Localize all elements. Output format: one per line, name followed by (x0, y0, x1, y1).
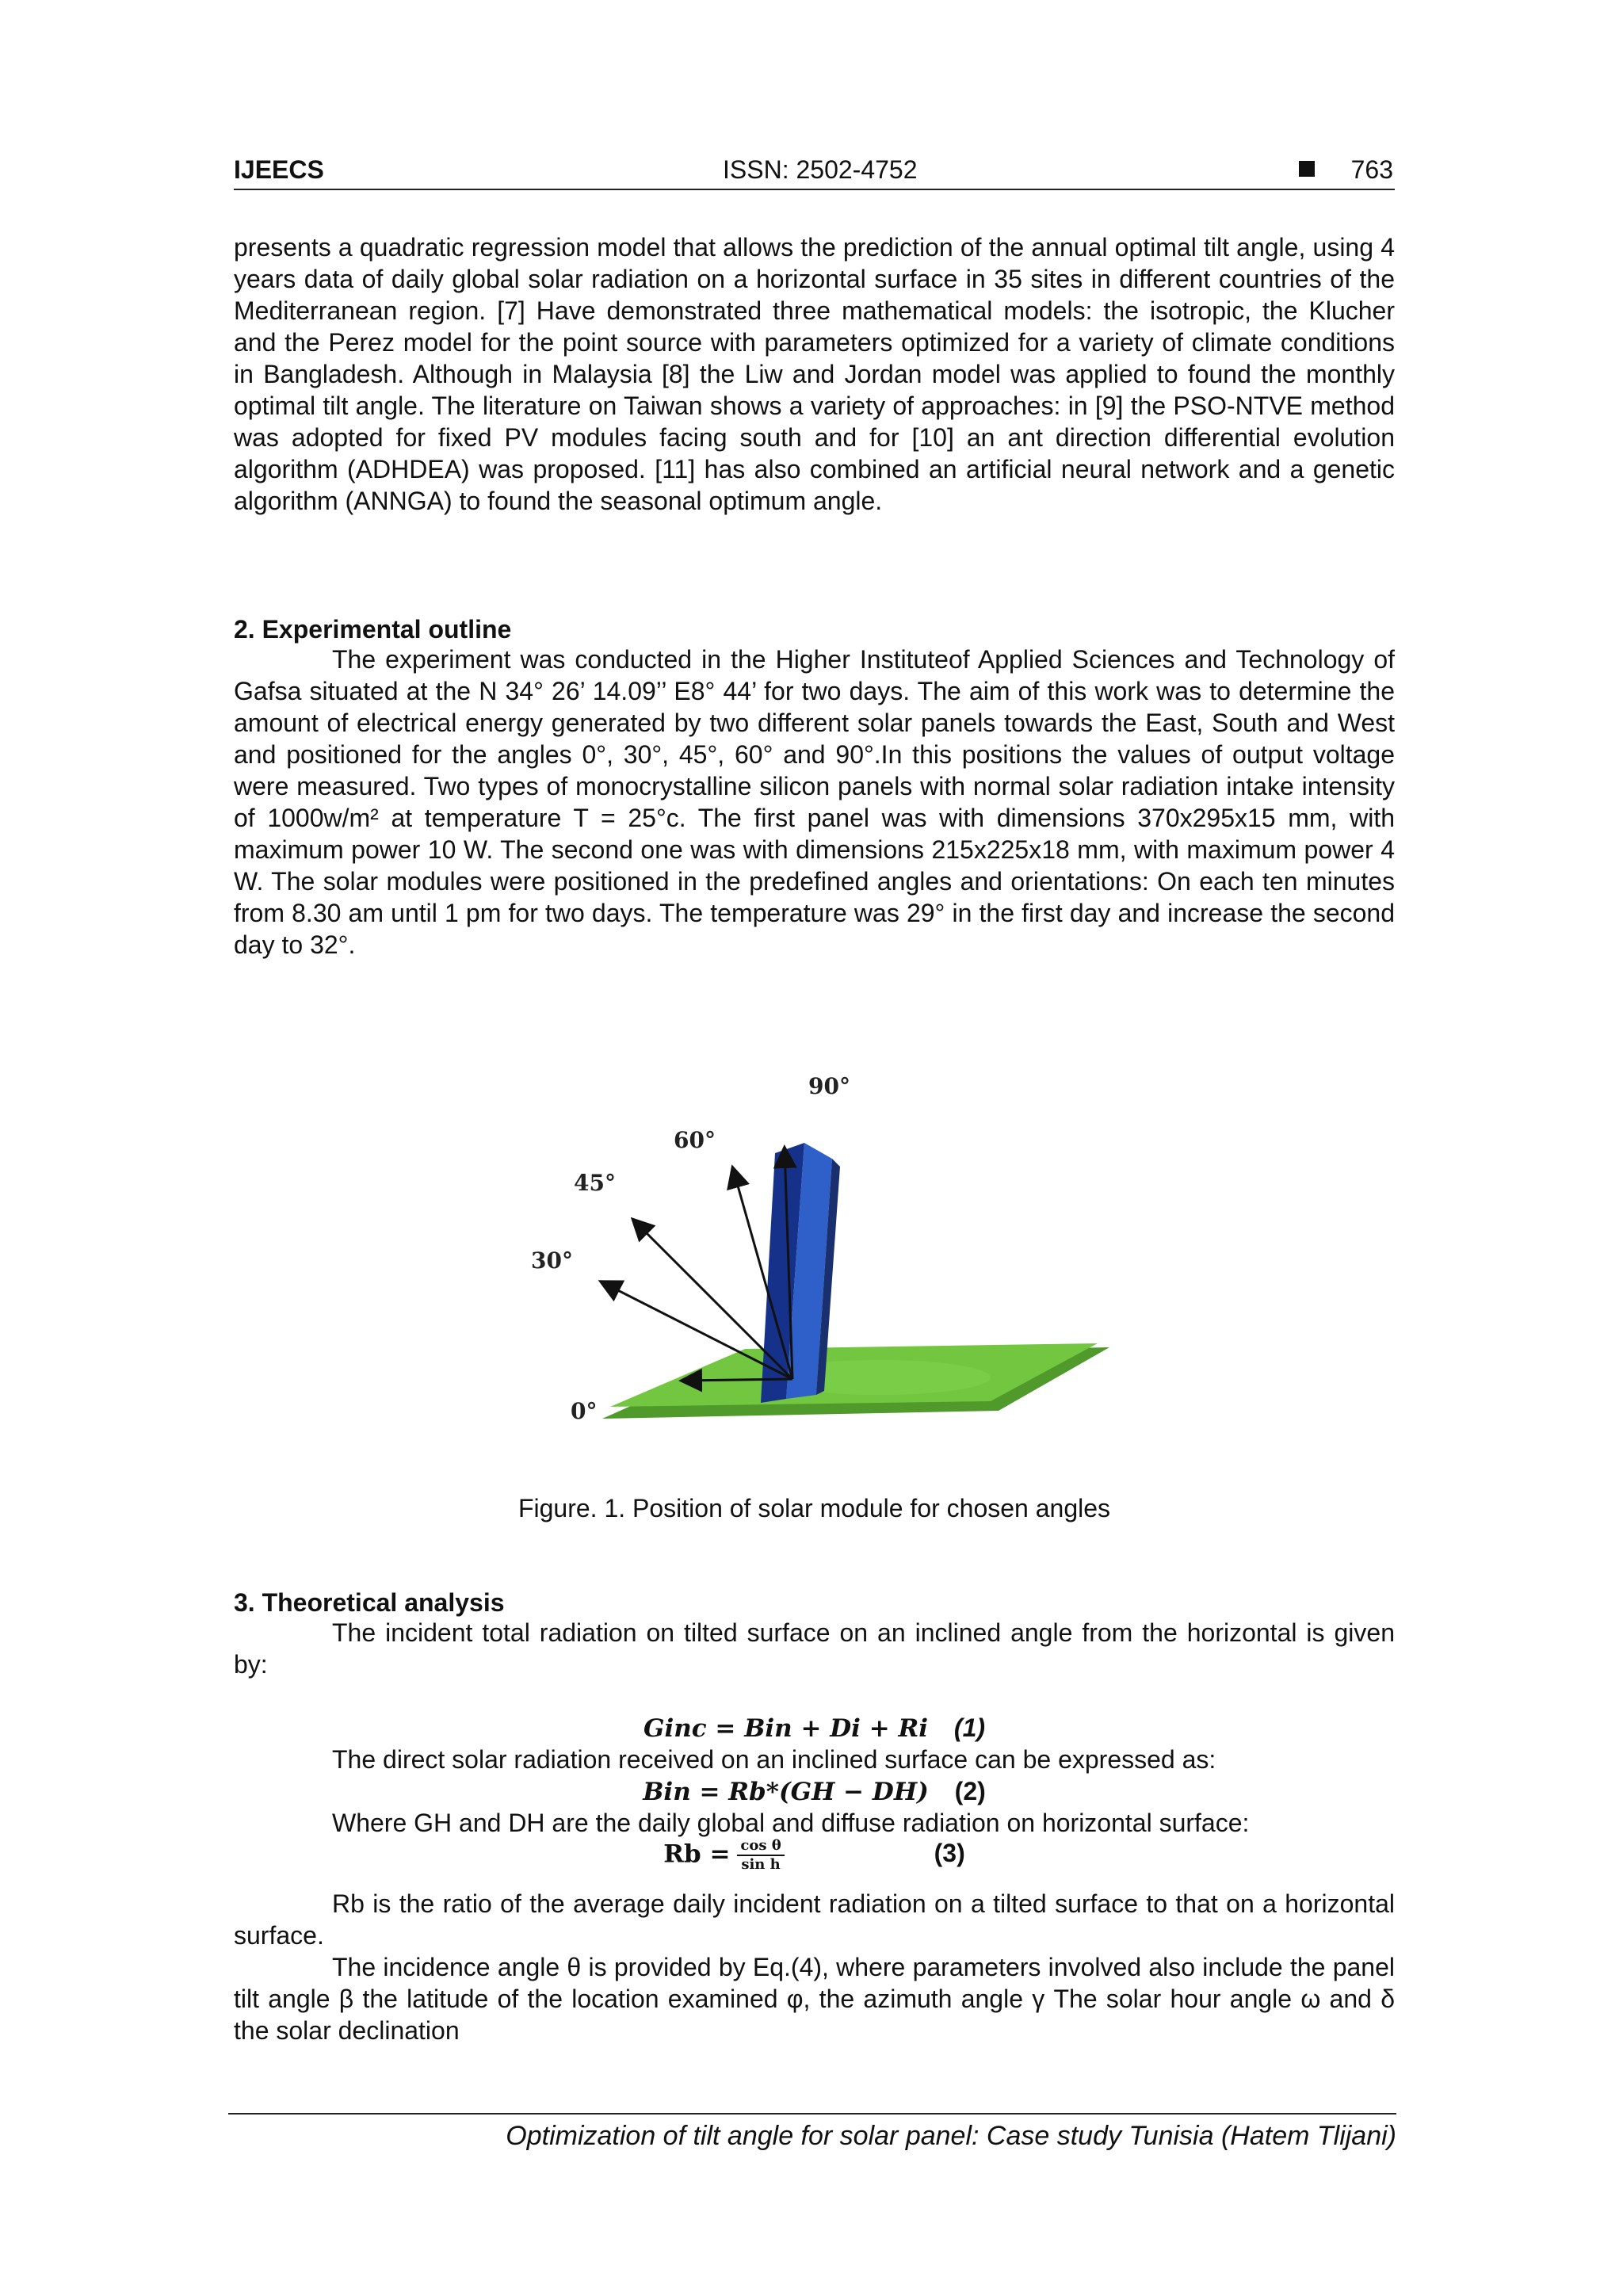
label-45: 45° (574, 1170, 616, 1196)
arrow-30 (602, 1282, 792, 1379)
square-bullet-icon (1299, 161, 1315, 177)
equation-3-denominator: sin h (741, 1856, 781, 1873)
equation-1-number: (1) (953, 1713, 986, 1742)
page-number: 763 (1350, 155, 1393, 184)
intro-paragraph: presents a quadratic regression model that allows the prediction of the annual optimal tilt angle, using 4 years data of daily global solar radiation on a horizontal surface in 35 sites in different countries of the Mediterranean region. [7] Have demonstrated three mathematical models: the isotropic, the Klucher and the Perez model for the point source with parameters optimized for a variety of climate conditions in Bangladesh. Although in Malaysia [8] the Liw and Jordan model was applied to found the monthly optimal tilt angle. The literature on Taiwan shows a variety of approaches: in [9] the PSO-NTVE method was adopted for fixed PV modules facing south and for [10] an ant direction differential evolution algorithm (ADHDEA) was proposed. [11] has also combined an artificial neural network and a genetic algorithm (ANNGA) to found the seasonal optimum angle. (234, 233, 1395, 515)
equation-2 (234, 1775, 1395, 1808)
section-3-heading: 3. Theoretical analysis (234, 1588, 505, 1617)
arrow-0 (683, 1379, 792, 1381)
page-number-group (1299, 155, 1393, 185)
figure-caption: Figure. 1. Position of solar module for chosen angles (517, 1494, 1111, 1522)
label-30: 30° (531, 1247, 573, 1274)
page-header (234, 155, 1395, 190)
direct-radiation-line: The direct solar radiation received on an inclined surface can be expressed as: (332, 1745, 1216, 1774)
equation-2-body: Bin = Rb*(GH − DH) (643, 1778, 929, 1806)
equation-3 (234, 1837, 1395, 1875)
journal-name: IJEECS (234, 155, 324, 184)
figure-1 (507, 1070, 1141, 1450)
section-2-paragraph: The experiment was conducted in the Higher Instituteof Applied Sciences and Technology of Gafsa situated at the N 34° 26’ 14.09’’ E8° 44’ for two days. The aim of this work was to determine the amount of electrical energy generated by two different solar panels towards the East, South and West and positioned for the angles 0°, 30°, 45°, 60° and 90°.In this positions the values of output voltage were measured. Two types of monocrystalline silicon panels with normal solar radiation intake intensity of 1000w/m² at temperature T = 25°c. The first panel was with dimensions 370x295x15 mm, with maximum power 10 W. The second one was with dimensions 215x225x18 mm, with maximum power 4 W. The solar modules were positioned in the predefined angles and orientations: On each ten minutes from 8.30 am until 1 pm for two days. The temperature was 29° in the first day and increase the second day to 32°. (234, 645, 1395, 959)
rb-paragraph: Rb is the ratio of the average daily incident radiation on a tilted surface to that on a horizontal surface. (234, 1889, 1395, 1950)
label-60: 60° (674, 1127, 716, 1153)
label-90: 90° (808, 1073, 850, 1099)
section-2-heading: 2. Experimental outline (234, 615, 512, 644)
equation-1-body: Ginc = Bin + Di + Ri (643, 1714, 929, 1743)
equation-3-numerator: cos θ (737, 1837, 784, 1856)
label-0: 0° (571, 1398, 598, 1424)
issn: ISSN: 2502-4752 (723, 155, 918, 184)
equation-3-fraction (737, 1837, 784, 1874)
where-line: Where GH and DH are the daily global and diffuse radiation on horizontal surface: (332, 1809, 1250, 1837)
section-3-intro: The incident total radiation on tilted surface on an inclined angle from the horizontal is given by: (234, 1618, 1395, 1679)
incidence-paragraph: The incidence angle θ is provided by Eq.(4), where parameters involved also include the panel tilt angle β the latitude of the location examined φ, the azimuth angle γ The solar hour angle ω and δ the solar declination (234, 1953, 1395, 2045)
solar-module-illustration (507, 1070, 1141, 1450)
equation-2-number: (2) (954, 1777, 986, 1805)
page-footer: Optimization of tilt angle for solar panel: Case study Tunisia (Hatem Tlijani) (228, 2113, 1396, 2152)
equation-3-lhs: Rb = (663, 1839, 731, 1869)
equation-3-number: (3) (934, 1839, 965, 1868)
equation-1 (234, 1712, 1395, 1744)
